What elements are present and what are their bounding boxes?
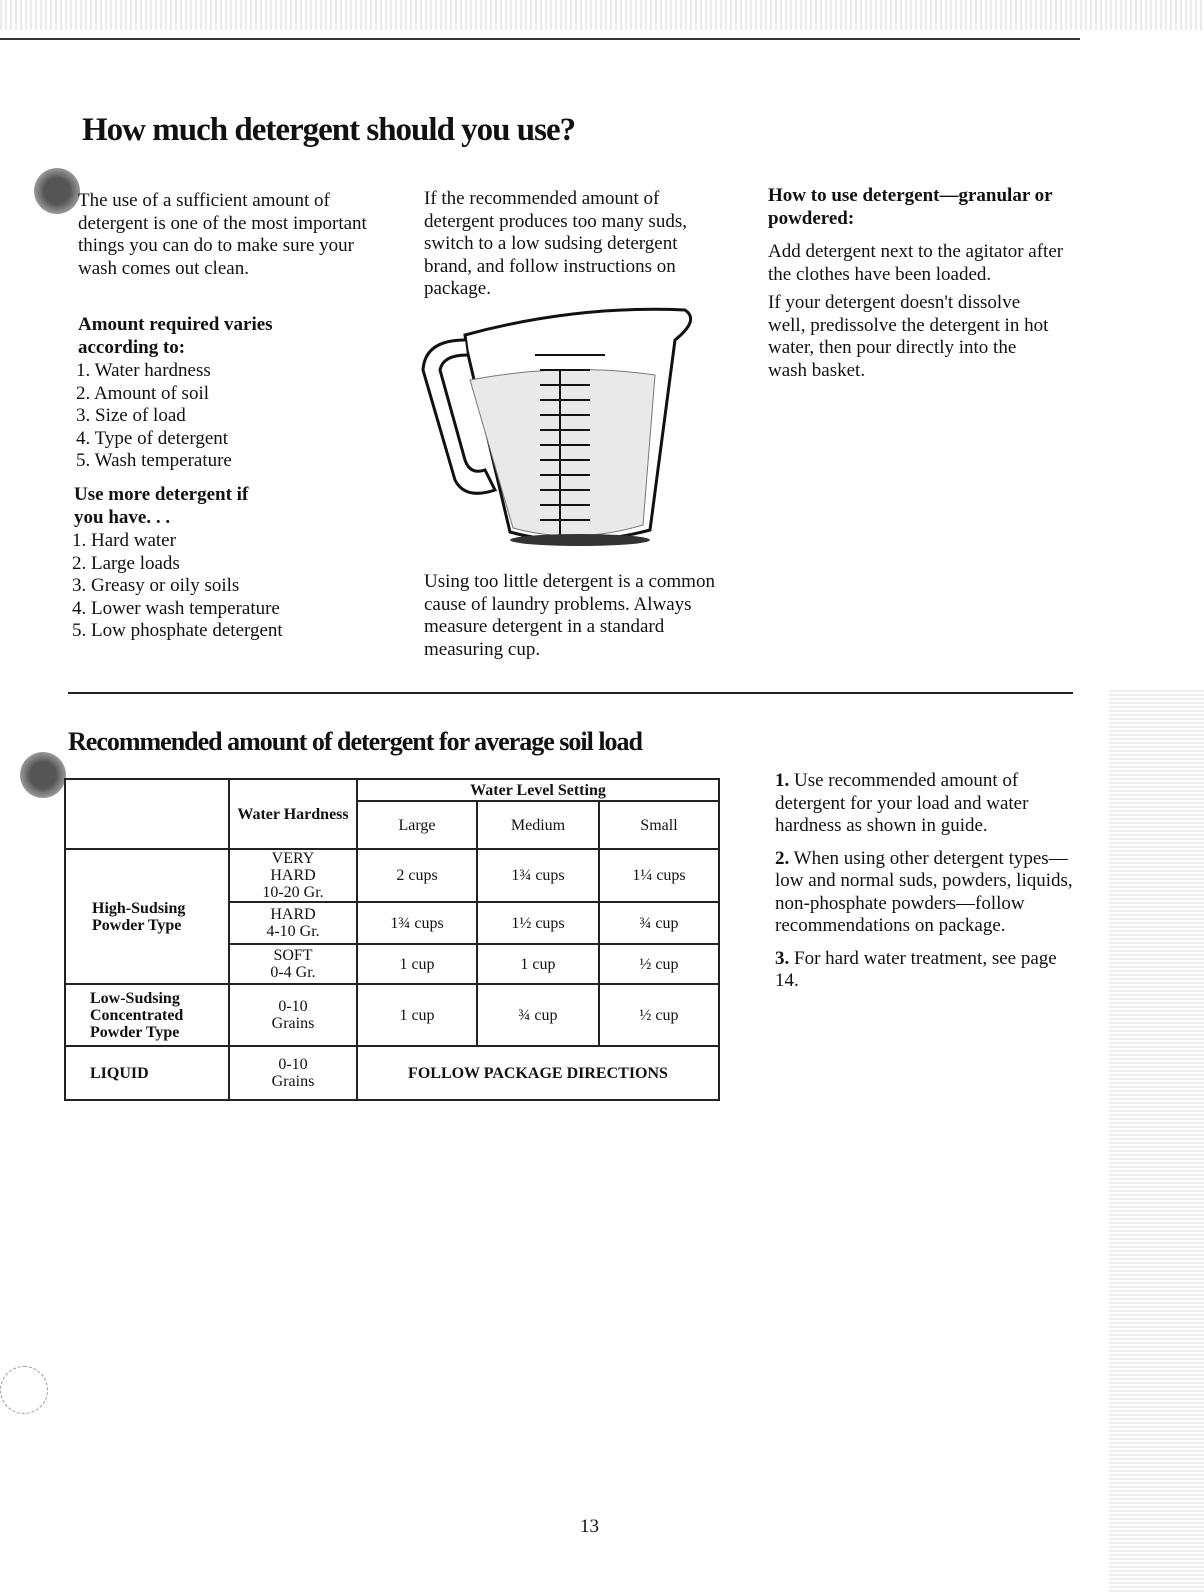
usage-heading: How to use detergent—granular or powdered: [768, 185, 1053, 229]
note-item: 2. When using other detergent types—low and normal suds, powders, liquids, non-phosphate powders—follow recommendations on package. [775, 847, 1073, 936]
page-number: 13 [580, 1516, 599, 1537]
col-header-small: Small [599, 801, 719, 849]
liquid-label: LIQUID [65, 1046, 229, 1100]
section-divider [68, 692, 1073, 694]
cup-caption: Using too little detergent is a common cause of laundry problems. Always measure detergent in a standard measuring cup. [424, 571, 715, 660]
list-item: 3. Size of load [76, 405, 186, 426]
bullet-icon [34, 168, 80, 214]
note-item: 3. For hard water treatment, see page 14. [775, 947, 1057, 991]
value-cell: 1 cup [357, 984, 477, 1046]
binder-hole-mark [0, 1366, 48, 1414]
value-cell: 1¼ cups [599, 849, 719, 902]
value-cell: ½ cup [599, 984, 719, 1046]
value-cell: 1 cup [477, 944, 599, 984]
hardness-cell: HARD 4-10 Gr. [229, 902, 357, 944]
note-item: 1. Use recommended amount of detergent for your load and water hardness as shown in guide. [775, 770, 1029, 836]
value-cell: ¾ cup [599, 902, 719, 944]
value-cell: 1¾ cups [357, 902, 477, 944]
hardness-cell: 0-10 Grains [229, 984, 357, 1046]
varies-list [76, 360, 232, 473]
col-header-large: Large [357, 801, 477, 849]
hardness-header: Water Hardness [229, 779, 357, 849]
suds-text: If the recommended amount of detergent produces too many suds, switch to a low sudsing detergent brand, and follow instructions on package. [424, 188, 687, 299]
value-cell: 1½ cups [477, 902, 599, 944]
more-list [72, 530, 283, 643]
water-level-header: Water Level Setting [357, 779, 719, 801]
hardness-cell: VERY HARD 10-20 Gr. [229, 849, 357, 902]
list-item: 2. Amount of soil [76, 382, 210, 404]
top-rule [0, 38, 1080, 40]
value-cell: ¾ cup [477, 984, 599, 1046]
col-header-medium: Medium [477, 801, 599, 849]
section-title: Recommended amount of detergent for average soil load [68, 727, 643, 756]
list-item: 4. Lower wash temperature [72, 597, 280, 619]
blank-header-cell [65, 779, 229, 849]
value-cell: 2 cups [357, 849, 477, 902]
more-heading: Use more detergent if you have. . . [74, 484, 249, 528]
usage-text-1: Add detergent next to the agitator after the clothes have been loaded. [768, 241, 1064, 285]
value-cell: ½ cup [599, 944, 719, 984]
list-item: 1. Hard water [72, 530, 176, 551]
liquid-value: FOLLOW PACKAGE DIRECTIONS [357, 1046, 719, 1100]
bullet-icon [20, 752, 66, 798]
scan-edge [1109, 690, 1204, 1592]
page-title: How much detergent should you use? [82, 112, 576, 148]
low-sudsing-label: Low-Sudsing Concentrated Powder Type [65, 984, 229, 1046]
list-item: 2. Large loads [72, 552, 180, 574]
scan-noise [0, 0, 1204, 30]
list-item: 1. Water hardness [76, 360, 211, 381]
list-item: 4. Type of detergent [76, 427, 229, 449]
measuring-cup-illustration [415, 300, 705, 555]
intro-text: The use of a sufficient amount of detergent is one of the most important things you can do to make sure your wash comes out clean. [78, 190, 367, 279]
notes [775, 770, 1080, 993]
value-cell: 1 cup [357, 944, 477, 984]
hardness-cell: 0-10 Grains [229, 1046, 357, 1100]
high-sudsing-label: High-Sudsing Powder Type [65, 849, 229, 984]
list-item: 3. Greasy or oily soils [72, 575, 240, 596]
list-item: 5. Low phosphate detergent [72, 620, 283, 641]
value-cell: 1¾ cups [477, 849, 599, 902]
varies-heading: Amount required varies according to: [78, 314, 273, 358]
usage-text-2: If your detergent doesn't dissolve well, predissolve the detergent in hot water, then pour directly into the wash basket. [768, 292, 1049, 381]
list-item: 5. Wash temperature [76, 450, 232, 471]
detergent-table [64, 778, 720, 1101]
hardness-cell: SOFT 0-4 Gr. [229, 944, 357, 984]
